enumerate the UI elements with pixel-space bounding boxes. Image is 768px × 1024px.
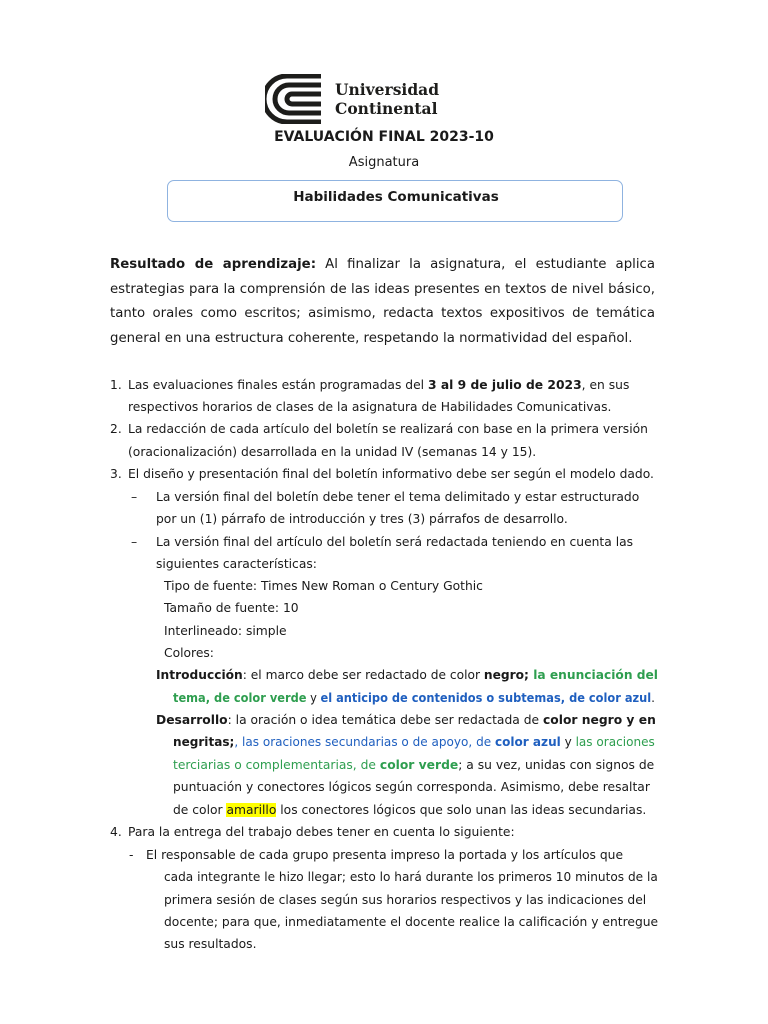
learning-outcome-text: Al finalizar la asignatura, el estudiante aplica estrategias para la comprensión de las ideas presentes en textos de nivel básico, tanto orales como escritos; asimismo, redacta textos expositivos de temática general en una estructura coherente, respetando la normatividad del español. xyxy=(110,257,655,346)
dev-rule-line-5 xyxy=(173,799,646,821)
intro-green-b: tema, de color verde xyxy=(173,691,307,705)
sub-bullet-1-line-1: La versión final del boletín debe tener el tema delimitado y estar estructurado xyxy=(156,490,640,504)
dev-green-bold: color verde xyxy=(379,758,459,772)
intro-period: . xyxy=(651,691,655,705)
logo-wordmark xyxy=(335,80,439,118)
item-1-line-1 xyxy=(128,374,658,396)
dev-text-d: los conectores lógicos que solo unan las ideas secundarias. xyxy=(276,803,647,817)
item-1-line-2: respectivos horarios de clases de la asignatura de Habilidades Comunicativas. xyxy=(128,400,612,414)
intro-and: y xyxy=(306,691,321,705)
exam-dates: 3 al 9 de julio de 2023 xyxy=(427,378,582,392)
dev-blue-bold: color azul xyxy=(494,735,561,749)
dev-rule-line-4: puntuación y conectores lógicos según corresponda. Asimismo, debe resaltar xyxy=(173,780,650,794)
learning-outcome xyxy=(110,253,655,351)
university-logo xyxy=(265,74,440,126)
logo-line-1: Universidad xyxy=(335,80,440,99)
dev-text-c: de color xyxy=(173,803,227,817)
item-3-number: 3. xyxy=(110,467,122,481)
logo-mark-icon xyxy=(265,74,327,124)
item-4-line-1: Para la entrega del trabajo debes tener en cuenta lo siguiente: xyxy=(128,825,515,839)
item-3-line-1: El diseño y presentación final del boletín informativo debe ser según el modelo dado. xyxy=(128,467,654,481)
intro-text: : el marco debe ser redactado de color xyxy=(242,668,484,682)
intro-rule-line-2 xyxy=(173,687,655,709)
dev-black-bold-b: negritas; xyxy=(173,735,235,749)
dev-rule-line-3 xyxy=(173,754,654,776)
line-spacing: Interlineado: simple xyxy=(164,624,287,638)
item-2-line-1: La redacción de cada artículo del boletín se realizará con base en la primera versión xyxy=(128,422,648,436)
item-4-number: 4. xyxy=(110,825,122,839)
delivery-line-1: El responsable de cada grupo presenta impreso la portada y los artículos que xyxy=(146,848,624,862)
intro-blue: el anticipo de contenidos o subtemas, de color azul xyxy=(320,691,652,705)
dev-text-b: ; a su vez, unidas con signos de xyxy=(458,758,655,772)
intro-rule-line-1 xyxy=(156,664,658,686)
dev-rule-line-2 xyxy=(173,731,655,753)
delivery-line-4: docente; para que, inmediatamente el docente realice la calificación y entregue xyxy=(164,915,659,929)
exam-title: EVALUACIÓN FINAL 2023-10 xyxy=(274,129,494,145)
sub-bullet-1-line-2: por un (1) párrafo de introducción y tres (3) párrafos de desarrollo. xyxy=(156,512,568,526)
yellow-highlight: amarillo xyxy=(226,803,277,817)
delivery-line-3: primera sesión de clases según sus horarios respectivos y las indicaciones del xyxy=(164,893,647,907)
item-2-line-2: (oracionalización) desarrollada en la unidad IV (semanas 14 y 15). xyxy=(128,445,537,459)
dev-blue-text: , las oraciones secundarias o de apoyo, de xyxy=(234,735,495,749)
font-type: Tipo de fuente: Times New Roman o Century Gothic xyxy=(164,579,483,593)
item-1-number: 1. xyxy=(110,378,122,392)
course-box xyxy=(167,180,623,222)
delivery-line-5: sus resultados. xyxy=(164,937,257,951)
dev-rule-line-1 xyxy=(156,709,656,731)
dev-and: y xyxy=(560,735,576,749)
sub-bullet-2-line-2: siguientes características: xyxy=(156,557,317,571)
colors-label: Colores: xyxy=(164,646,214,660)
dev-green-b: terciarias o complementarias, de xyxy=(173,758,380,772)
logo-line-2: Continental xyxy=(335,99,438,118)
dev-label: Desarrollo xyxy=(156,713,228,727)
sub-bullet-1-dash: – xyxy=(131,490,138,504)
delivery-line-2: cada integrante le hizo llegar; esto lo hará durante los primeros 10 minutos de la xyxy=(164,870,658,884)
item-1-text: Las evaluaciones finales están programadas del xyxy=(128,378,428,392)
sub-bullet-2-line-1: La versión final del artículo del boletín será redactada teniendo en cuenta las xyxy=(156,535,634,549)
font-size: Tamaño de fuente: 10 xyxy=(164,601,299,615)
item-2-number: 2. xyxy=(110,422,122,436)
intro-black: negro; xyxy=(483,668,529,682)
dev-black-bold-a: color negro y en xyxy=(543,713,656,727)
item-1-text-end: , en sus xyxy=(581,378,630,392)
sub-bullet-2-dash: – xyxy=(131,535,138,549)
dev-text-a: : la oración o idea temática debe ser redactada de xyxy=(227,713,543,727)
intro-green-a: la enunciación del xyxy=(528,668,659,682)
delivery-bullet-hyphen: - xyxy=(129,848,134,862)
learning-outcome-label: Resultado de aprendizaje: xyxy=(110,257,317,272)
subject-label: Asignatura xyxy=(348,155,420,170)
course-name: Habilidades Comunicativas xyxy=(293,189,499,205)
dev-green-a: las oraciones xyxy=(575,735,655,749)
intro-label: Introducción xyxy=(156,668,243,682)
